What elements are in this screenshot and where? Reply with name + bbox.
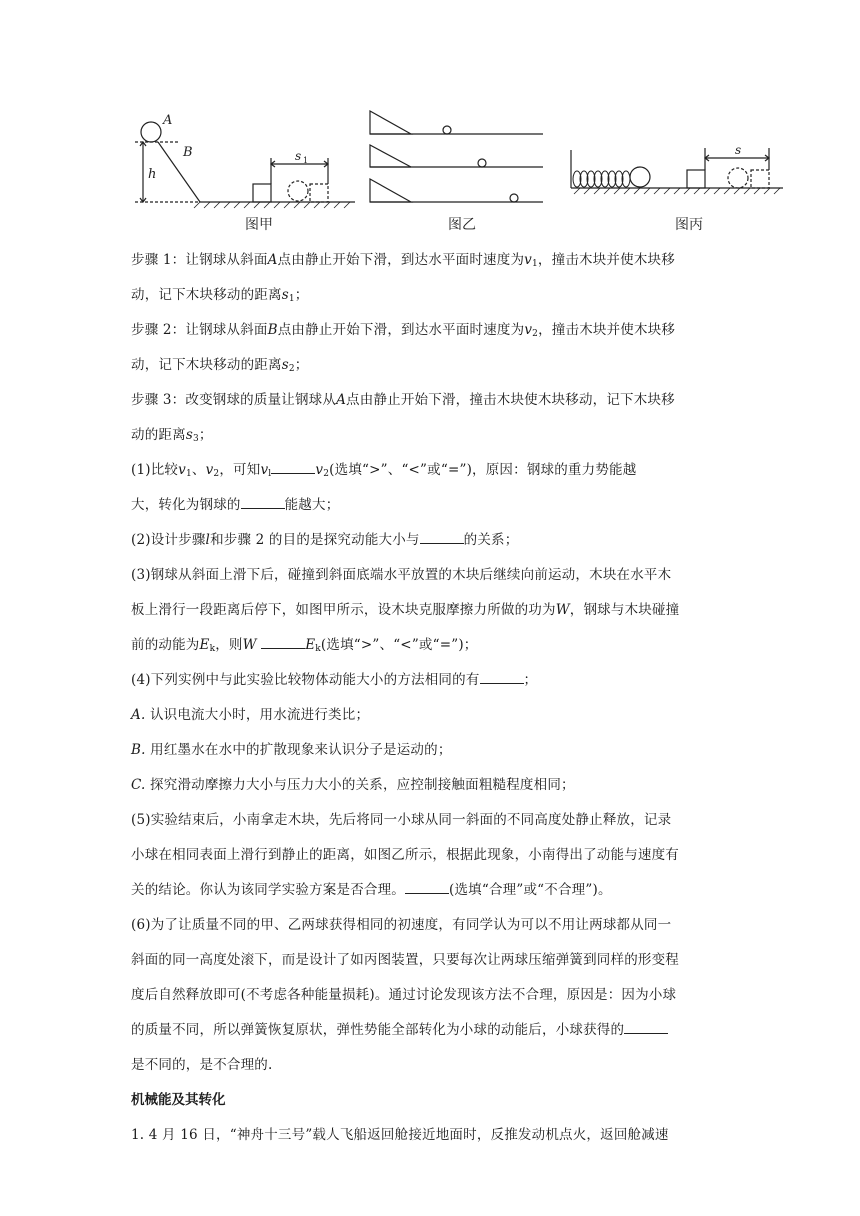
step-3-line-1: 步骤 3：改变钢球的质量让钢球从A点由静止开始下滑，撞击木块使木块移动，记下木块移: [131, 392, 675, 408]
question-5-line-2: 小球在相同表面上滑行到静止的距离，如图乙所示，根据此现象，小南得出了动能与速度有: [131, 847, 679, 863]
answer-blank[interactable]: [241, 496, 285, 509]
incline: [158, 142, 200, 202]
answer-blank[interactable]: [261, 636, 305, 649]
question-6-line-2: 斜面的同一高度处滚下，而是设计了如丙图装置，只要每次让两球压缩弹簧到同样的形变程: [131, 952, 679, 968]
question-3-line-1: (3)钢球从斜面上滑下后，碰撞到斜面底端水平放置的木块后继续向前运动，木块在水平木: [131, 567, 672, 583]
question-3-line-3: 前的动能为$E_k$，则W $E_k$(选填“>”、“<”或“=”)；: [131, 637, 478, 654]
spring-ball: [630, 167, 650, 187]
spring: [573, 171, 630, 187]
next-question-line: 1. 4 月 16 日，“神舟十三号”载人飞船返回舱接近地面时，反推发动机点火，返回舱减速: [131, 1127, 669, 1143]
step-2-line-1: 步骤 2：让钢球从斜面B点由静止开始下滑，到达水平面时速度为$v_2$，撞击木块并使木块移: [131, 322, 676, 339]
question-2: (2)设计步骤l和步骤 2 的目的是探究动能大小与 的关系；: [131, 532, 519, 548]
label-s1-sub: 1: [303, 156, 309, 165]
question-5-line-3: 关的结论。你认为该同学实验方案是否合理。 (选填“合理”或“不合理”)。: [131, 882, 612, 898]
option-b: B. 用红墨水在水中的扩散现象来认识分子是运动的；: [131, 742, 452, 758]
ball-at-a: [141, 122, 161, 142]
question-5-line-1: (5)实验结束后，小南拿走木块，先后将同一小球从同一斜面的不同高度处静止释放，记录: [131, 812, 672, 828]
caption-yi: 图乙: [448, 217, 476, 233]
label-a: A: [163, 113, 173, 128]
caption-jia: 图甲: [245, 217, 273, 233]
label-h: h: [148, 167, 157, 182]
step-1-line-1: 步骤 1：让钢球从斜面A点由静止开始下滑，到达水平面时速度为$v_1$，撞击木块并使木块移: [131, 252, 675, 269]
experiment-figures: [0, 0, 860, 240]
option-a: A. 认识电流大小时，用水流进行类比；: [131, 707, 370, 723]
question-1-line-1: (1)比较$v_1$、$v_2$，可知$v_l$ $v_2$(选填“>”、“<”或“=”)，原因：钢球的重力势能越: [131, 462, 637, 479]
question-6-line-4: 的质量不同，所以弹簧恢复原状，弹性势能全部转化为小球的动能后，小球获得的: [131, 1018, 668, 1038]
caption-bing: 图丙: [675, 217, 703, 233]
answer-blank[interactable]: [480, 671, 524, 684]
answer-blank[interactable]: [405, 881, 449, 894]
figure-bing: [571, 148, 783, 194]
question-1-line-2: 大，转化为钢球的 能越大；: [131, 497, 340, 513]
section-title: 机械能及其转化: [131, 1092, 226, 1108]
wood-block: [253, 184, 271, 202]
figure-jia: [135, 122, 355, 208]
label-b: B: [183, 145, 193, 160]
step-1-line-2: 动，记下木块移动的距离$s_1$；: [131, 287, 309, 304]
question-3-line-2: 板上滑行一段距离后停下，如图甲所示，设木块克服摩擦力所做的功为W，钢球与木块碰撞: [131, 602, 680, 618]
question-6-line-5: 是不同的，是不合理的.: [131, 1057, 273, 1073]
question-6-line-3: 度后自然释放即可(不考虑各种能量损耗)。通过讨论发现该方法不合理，原因是：因为小球: [131, 987, 677, 1003]
answer-blank[interactable]: [624, 1021, 668, 1034]
figure-yi: [370, 111, 543, 202]
answer-blank[interactable]: [420, 531, 464, 544]
label-s1: s: [295, 149, 302, 163]
label-s-bing: s: [735, 143, 742, 157]
question-6-line-1: (6)为了让质量不同的甲、乙两球获得相同的初速度，有同学认为可以不用让两球都从同一: [131, 917, 672, 933]
question-4: (4)下列实例中与此实验比较物体动能大小的方法相同的有 ；: [131, 672, 538, 688]
step-3-line-2: 动的距离$s_3$；: [131, 427, 213, 444]
option-c: C. 探究滑动摩擦力大小与压力大小的关系，应控制接触面粗糙程度相同；: [131, 777, 575, 793]
step-2-line-2: 动，记下木块移动的距离$s_2$；: [131, 357, 309, 374]
answer-blank[interactable]: [271, 461, 315, 474]
